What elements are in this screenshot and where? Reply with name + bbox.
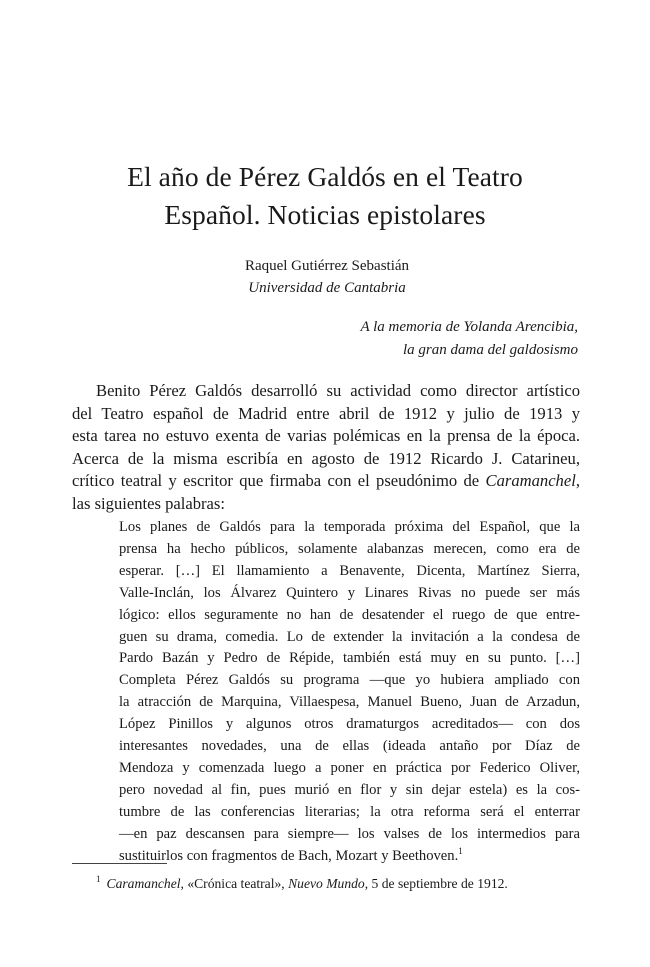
quote-line: Valle-Inclán, los Álvarez Quintero y Linares Rivas no puede ser más — [119, 584, 580, 601]
quote-line: la atracción de Marquina, Villaespesa, Manuel Bueno, Juan de Arzadun, — [119, 694, 580, 711]
pseudonym-italic: Caramanchel — [485, 471, 576, 491]
footnote-divider — [72, 863, 167, 864]
title-line-2: Español. Noticias epistolares — [164, 199, 486, 230]
article-title — [60, 158, 590, 234]
body-paragraph — [72, 380, 580, 516]
block-quote — [119, 517, 580, 868]
footnote-middle: , «Crónica teatral», — [180, 876, 289, 891]
title-line-1: El año de Pérez Galdós en el Teatro — [127, 161, 523, 192]
quote-line: prensa ha hecho públicos, solamente alabanzas merecen, como era de — [119, 540, 580, 557]
footnote-date: , 5 de septiembre de 1912. — [364, 876, 508, 891]
quote-line: Pardo Bazán y Pedro de Répide, también está muy en su punto. […] — [119, 650, 580, 667]
quote-line: guen su drama, comedia. Lo de extender la invitación a la condesa de — [119, 628, 580, 645]
author-name: Raquel Gutiérrez Sebastián — [244, 258, 410, 274]
author-affiliation: Universidad de Cantabria — [248, 280, 406, 296]
body-line-text: crítico teatral y escritor que firmaba con el pseudónimo de — [72, 471, 486, 491]
footnote-source: Caramanchel — [106, 876, 181, 891]
quote-line: López Pinillos y algunos otros dramaturgos acreditados— con dos — [119, 716, 580, 733]
footnote-number: 1 — [96, 874, 101, 885]
body-line: Benito Pérez Galdós desarrolló su actividad como director artístico — [96, 381, 580, 400]
body-line-punct: , — [575, 471, 580, 491]
quote-line: tumbre de las conferencias literarias; la otra reforma será el enterrar — [119, 803, 580, 820]
body-line — [72, 470, 580, 493]
quote-line: —en paz descansen para siempre— los valses de los intermedios para — [119, 825, 580, 842]
quote-line: Completa Pérez Galdós su programa —que yo hubiera ampliado con — [119, 672, 580, 689]
quote-line: esperar. […] El llamamiento a Benavente, Dicenta, Martínez Sierra, — [119, 562, 580, 579]
footnote-reference[interactable]: 1 — [458, 845, 463, 856]
footnote-publication: Nuevo Mundo — [288, 876, 365, 891]
footnote — [96, 874, 508, 894]
quote-line: lógico: ellos seguramente no han de desatender el ruego de que entre- — [119, 606, 580, 623]
quote-line: Los planes de Galdós para la temporada próxima del Español, que la — [119, 519, 580, 535]
body-line: del Teatro español de Madrid entre abril de 1912 y julio de 1913 y — [72, 403, 580, 423]
dedication-line-2: la gran dama del galdosismo — [402, 342, 578, 358]
body-line: las siguientes palabras: — [72, 493, 225, 513]
body-line: Acerca de la misma escribía en agosto de 1912 Ricardo J. Catarineu, — [72, 448, 580, 468]
quote-line: interesantes novedades, una de ellas (ideada antaño por Díaz de — [119, 738, 580, 755]
dedication-line-1: A la memoria de Yolanda Arencibia, — [360, 319, 578, 335]
quote-line: pero novedad al fin, pues murió en flor y sin dejar estela) es la cos- — [119, 781, 580, 798]
body-line: esta tarea no estuvo exenta de varias polémicas en la prensa de la época. — [72, 426, 580, 446]
dedication — [361, 316, 579, 362]
quote-last-line — [119, 846, 580, 868]
quote-line: Mendoza y comenzada luego a poner en práctica por Federico Oliver, — [119, 759, 580, 776]
quote-line-text: sustituirlos con fragmentos de Bach, Mozart y Beethoven. — [119, 847, 459, 864]
